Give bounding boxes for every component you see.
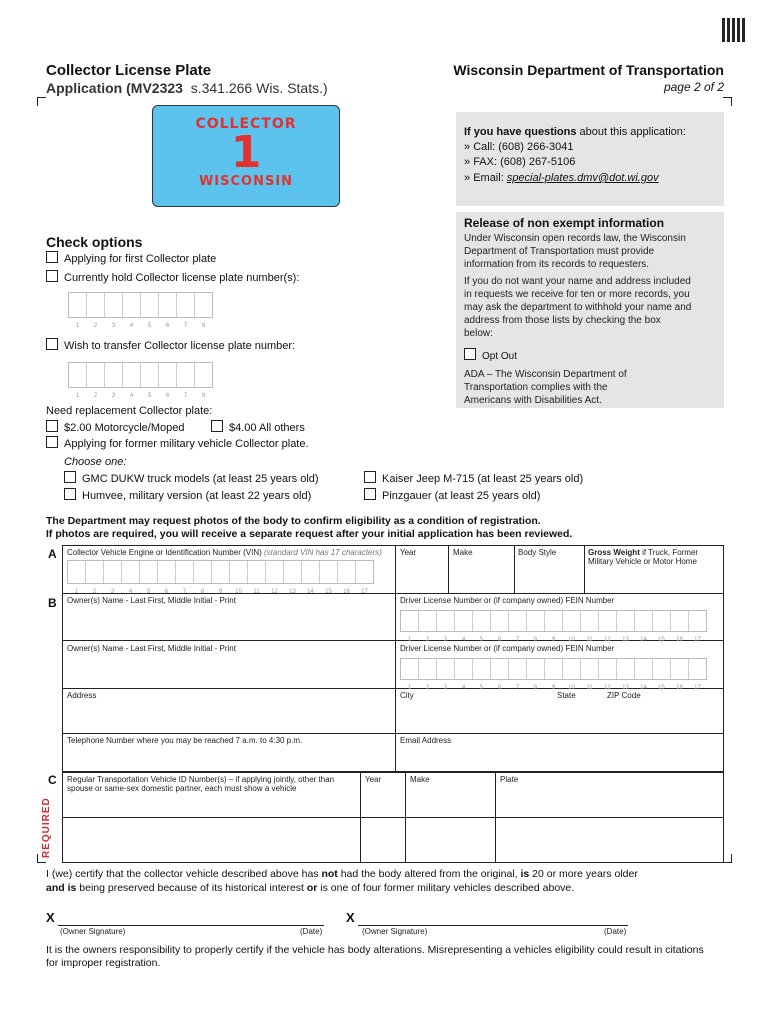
digit-index: 7 (515, 685, 520, 691)
digit-cell[interactable] (87, 363, 105, 399)
digit-cell[interactable] (68, 561, 86, 595)
current-plate-digits[interactable] (68, 292, 213, 329)
digit-cell[interactable] (159, 293, 177, 329)
owner-name-label-1: Owner(s) Name - Last First, Middle Initial - Print (67, 596, 236, 605)
digit-index: 5 (147, 393, 152, 399)
digit-cell[interactable] (320, 561, 338, 595)
digit-index: 4 (461, 637, 466, 643)
choose-one-label: Choose one: (64, 456, 127, 468)
digit-cell[interactable] (401, 659, 419, 691)
digit-cell[interactable] (401, 611, 419, 643)
digit-cell[interactable] (69, 293, 87, 329)
digit-index: 14 (640, 685, 647, 691)
digit-cell[interactable] (122, 561, 140, 595)
digit-cell[interactable] (527, 659, 545, 691)
digit-cell[interactable] (141, 363, 159, 399)
digit-cell[interactable] (671, 659, 689, 691)
digit-index: 17 (361, 589, 368, 595)
questions-email: » Email: special-plates.dmv@dot.wi.gov (464, 172, 659, 184)
option-all-others: $4.00 All others (211, 420, 305, 434)
reg-vehicle-label: Regular Transportation Vehicle ID Number(s) – if applying jointly, other than spouse or same-sex domestic partner, each must show a vehicle (67, 775, 335, 793)
digit-cell[interactable] (284, 561, 302, 595)
digit-index: 10 (235, 589, 242, 595)
questions-heading: If you have questions about this application: (464, 126, 686, 138)
email-link[interactable]: special-plates.dmv@dot.wi.gov (506, 172, 659, 184)
gross-weight-label: Gross Weight if Truck, Former Military Vehicle or Motor Home (588, 548, 699, 566)
digit-cell[interactable] (195, 363, 212, 399)
digit-index: 14 (307, 589, 314, 595)
digit-cell[interactable] (87, 293, 105, 329)
owner-signature-label-1: (Owner Signature) (60, 927, 126, 936)
plate-top-text: COLLECTOR (195, 116, 297, 132)
digit-index: 13 (622, 637, 629, 643)
collector-plate-image (152, 105, 340, 207)
digit-index: 6 (497, 685, 502, 691)
digit-index: 7 (183, 393, 188, 399)
digit-index: 11 (586, 685, 593, 691)
digit-index: 10 (568, 637, 575, 643)
make-label-c: Make (410, 775, 430, 784)
digit-cell[interactable] (86, 561, 104, 595)
digit-cell[interactable] (671, 611, 689, 643)
digit-index: 5 (146, 589, 151, 595)
option-pinzgauer: Pinzgauer (at least 25 years old) (364, 488, 540, 502)
digit-cell[interactable] (473, 659, 491, 691)
digit-index: 12 (604, 637, 611, 643)
release-heading: Release of non exempt information (464, 216, 665, 230)
digit-cell[interactable] (105, 293, 123, 329)
digit-index: 9 (551, 637, 556, 643)
digit-cell[interactable] (527, 611, 545, 643)
digit-index: 16 (343, 589, 350, 595)
digit-cell[interactable] (545, 659, 563, 691)
digit-cell[interactable] (473, 611, 491, 643)
gmc-checkbox[interactable] (64, 471, 76, 483)
form-title: Collector License Plate (46, 62, 212, 79)
digit-index: 13 (289, 589, 296, 595)
digit-index: 2 (425, 637, 430, 643)
signature-x-1: X (46, 910, 55, 925)
digit-index: 12 (604, 685, 611, 691)
zip-label: ZIP Code (607, 691, 641, 700)
digit-cell[interactable] (509, 659, 527, 691)
digit-cell[interactable] (419, 611, 437, 643)
digit-index: 8 (201, 323, 206, 329)
digit-index: 17 (694, 685, 701, 691)
first-plate-checkbox[interactable] (46, 251, 58, 263)
digit-index: 2 (93, 393, 98, 399)
signature-x-2: X (346, 910, 355, 925)
digit-cell[interactable] (141, 293, 159, 329)
digit-cell[interactable] (509, 611, 527, 643)
digit-cell[interactable] (491, 611, 509, 643)
owner-name-label-2: Owner(s) Name - Last First, Middle Initial - Print (67, 644, 236, 653)
digit-cell[interactable] (176, 561, 194, 595)
address-label: Address (67, 691, 97, 700)
digit-cell[interactable] (635, 611, 653, 643)
digit-cell[interactable] (230, 561, 248, 595)
digit-index: 15 (658, 685, 665, 691)
digit-cell[interactable] (599, 659, 617, 691)
digit-index: 8 (201, 393, 206, 399)
option-transfer-plate: Wish to transfer Collector license plate number: (46, 338, 295, 352)
department-name: Wisconsin Department of Transportation (453, 62, 724, 78)
digit-index: 9 (551, 685, 556, 691)
digit-cell[interactable] (177, 293, 195, 329)
opt-out-option: Opt Out (464, 348, 517, 362)
option-gmc: GMC DUKW truck models (at least 25 years old) (64, 471, 319, 485)
digit-cell[interactable] (338, 561, 356, 595)
questions-call: » Call: (608) 266-3041 (464, 141, 574, 153)
corner-mark (37, 97, 46, 106)
digit-cell[interactable] (437, 611, 455, 643)
digit-cell[interactable] (356, 561, 373, 595)
digit-cell[interactable] (140, 561, 158, 595)
digit-cell[interactable] (653, 611, 671, 643)
digit-cell[interactable] (158, 561, 176, 595)
digit-index: 7 (182, 589, 187, 595)
digit-cell[interactable] (581, 659, 599, 691)
transfer-plate-digits[interactable] (68, 362, 213, 399)
photos-notice-1: The Department may request photos of the body to confirm eligibility as a condition of registration. (46, 515, 541, 527)
digit-index: 15 (658, 637, 665, 643)
corner-mark (723, 97, 732, 106)
app-prefix: Application ( (46, 80, 131, 96)
section-c-letter: C (48, 773, 57, 787)
digit-cell[interactable] (302, 561, 320, 595)
plate-number: 1 (230, 127, 262, 178)
release-p2: If you do not want your name and address included in requests we receive for ten or more records, you may ask the department to withhold your name and address from those lists by checking the box below: (464, 276, 692, 339)
digit-cell[interactable] (653, 659, 671, 691)
option-first-plate: Applying for first Collector plate (46, 251, 216, 265)
digit-index: 8 (533, 637, 538, 643)
city-label: City (400, 691, 414, 700)
body-style-label: Body Style (518, 548, 557, 557)
digit-index: 8 (533, 685, 538, 691)
digit-cell[interactable] (195, 293, 212, 329)
digit-cell[interactable] (455, 611, 473, 643)
digit-cell[interactable] (123, 293, 141, 329)
digit-index: 1 (74, 589, 79, 595)
release-p1: Under Wisconsin open records law, the Wisconsin Department of Transportation must provide information from its records to requesters. (464, 233, 686, 270)
photos-notice-2: If photos are required, you will receive a separate request after your initial application has been reviewed. (46, 528, 573, 540)
digit-cell[interactable] (419, 659, 437, 691)
statute: s.341.266 Wis. Stats.) (190, 80, 328, 96)
corner-mark (723, 854, 732, 863)
state-label: State (557, 691, 576, 700)
signature-line-2[interactable] (358, 925, 628, 926)
section-a-letter: A (48, 547, 57, 561)
option-kaiser: Kaiser Jeep M-715 (at least 25 years old) (364, 471, 583, 485)
form-subtitle (46, 80, 328, 96)
form-number: MV2323 (130, 80, 183, 96)
email-label: Email Address (400, 736, 452, 745)
digit-index: 6 (164, 589, 169, 595)
digit-cell[interactable] (69, 363, 87, 399)
digit-cell[interactable] (105, 363, 123, 399)
digit-index: 11 (586, 637, 593, 643)
dl-label-2: Driver License Number or (if company owned) FEIN Number (400, 644, 615, 653)
digit-cell[interactable] (491, 659, 509, 691)
digit-cell[interactable] (617, 611, 635, 643)
digit-index: 14 (640, 637, 647, 643)
qr-code-icon (722, 18, 746, 42)
signature-line-1[interactable] (58, 925, 324, 926)
digit-index: 3 (110, 589, 115, 595)
digit-index: 6 (497, 637, 502, 643)
digit-index: 4 (129, 323, 134, 329)
digit-index: 16 (676, 637, 683, 643)
digit-cell[interactable] (635, 659, 653, 691)
digit-index: 13 (622, 685, 629, 691)
footer-note: It is the owners responsibility to properly certify if the vehicle has body alterations. Misrepresenting a vehicles eligibility could result in citations for improper registration. (46, 944, 704, 969)
plate-label-c: Plate (500, 775, 519, 784)
digit-cell[interactable] (212, 561, 230, 595)
all-others-checkbox[interactable] (211, 420, 223, 432)
pinzgauer-checkbox[interactable] (364, 488, 376, 500)
questions-panel (456, 112, 724, 206)
digit-cell[interactable] (437, 659, 455, 691)
digit-index: 11 (253, 589, 260, 595)
digit-index: 5 (147, 323, 152, 329)
digit-index: 3 (111, 323, 116, 329)
humvee-checkbox[interactable] (64, 488, 76, 500)
page-number: page 2 of 2 (663, 80, 724, 94)
dl-digits-1[interactable] (400, 610, 707, 643)
digit-cell[interactable] (689, 659, 706, 691)
digit-cell[interactable] (617, 659, 635, 691)
digit-cell[interactable] (599, 611, 617, 643)
certification-text: I (we) certify that the collector vehicle described above has not had the body altered from the original, is 20 or more years older and is being preserved because of its historical interest or is one of four former military vehicles described above. (46, 868, 638, 894)
digit-cell[interactable] (123, 363, 141, 399)
digit-index: 4 (128, 589, 133, 595)
year-label-c: Year (365, 775, 382, 784)
digit-index: 4 (461, 685, 466, 691)
phone-label: Telephone Number where you may be reached 7 a.m. to 4:30 p.m. (67, 736, 303, 745)
digit-index: 2 (425, 685, 430, 691)
military-checkbox[interactable] (46, 436, 58, 448)
digit-cell[interactable] (455, 659, 473, 691)
digit-index: 10 (568, 685, 575, 691)
dl-label-1: Driver License Number or (if company owned) FEIN Number (400, 596, 615, 605)
digit-cell[interactable] (689, 611, 706, 643)
current-plate-checkbox[interactable] (46, 270, 58, 282)
digit-index: 16 (676, 685, 683, 691)
digit-index: 4 (129, 393, 134, 399)
digit-cell[interactable] (581, 611, 599, 643)
digit-index: 1 (75, 393, 80, 399)
digit-index: 9 (218, 589, 223, 595)
digit-index: 6 (165, 393, 170, 399)
digit-index: 2 (93, 323, 98, 329)
dl-digits-2[interactable] (400, 658, 707, 691)
ada-notice: ADA – The Wisconsin Department of Transportation complies with the Americans with Disabilities Act. (464, 369, 627, 406)
digit-index: 3 (443, 637, 448, 643)
kaiser-checkbox[interactable] (364, 471, 376, 483)
digit-index: 7 (515, 637, 520, 643)
digit-index: 8 (200, 589, 205, 595)
year-label-a: Year (400, 548, 417, 557)
digit-index: 1 (75, 323, 80, 329)
required-label: REQUIRED (41, 797, 52, 858)
transfer-checkbox[interactable] (46, 338, 58, 350)
digit-cell[interactable] (563, 611, 581, 643)
digit-cell[interactable] (545, 611, 563, 643)
replacement-label: Need replacement Collector plate: (46, 405, 213, 417)
digit-cell[interactable] (248, 561, 266, 595)
release-panel (456, 212, 724, 408)
digit-cell[interactable] (159, 363, 177, 399)
digit-index: 5 (479, 685, 484, 691)
make-label-a: Make (453, 548, 473, 557)
digit-cell[interactable] (563, 659, 581, 691)
digit-index: 2 (92, 589, 97, 595)
section-b-letter: B (48, 596, 57, 610)
questions-fax: » FAX: (608) 267-5106 (464, 156, 576, 168)
option-military: Applying for former military vehicle Collector plate. (46, 436, 309, 450)
digit-cell[interactable] (104, 561, 122, 595)
plate-bottom-text: WISCONSIN (198, 174, 294, 189)
digit-cell[interactable] (194, 561, 212, 595)
date-label-2: (Date) (604, 927, 627, 936)
vin-digits[interactable] (67, 560, 374, 595)
digit-index: 3 (111, 393, 116, 399)
option-motorcycle: $2.00 Motorcycle/Moped (46, 420, 184, 434)
digit-index: 7 (183, 323, 188, 329)
digit-cell[interactable] (266, 561, 284, 595)
opt-out-checkbox[interactable] (464, 348, 476, 360)
digit-index: 1 (407, 637, 412, 643)
digit-index: 3 (443, 685, 448, 691)
vin-label: Collector Vehicle Engine or Identification Number (VIN) (standard VIN has 17 characters) (67, 548, 382, 557)
digit-cell[interactable] (177, 363, 195, 399)
option-current-plate: Currently hold Collector license plate number(s): (46, 270, 299, 284)
owner-signature-label-2: (Owner Signature) (362, 927, 428, 936)
option-humvee: Humvee, military version (at least 22 years old) (64, 488, 311, 502)
digit-index: 5 (479, 637, 484, 643)
date-label-1: (Date) (300, 927, 323, 936)
motorcycle-checkbox[interactable] (46, 420, 58, 432)
digit-index: 15 (325, 589, 332, 595)
digit-index: 6 (165, 323, 170, 329)
digit-index: 1 (407, 685, 412, 691)
digit-index: 12 (271, 589, 278, 595)
digit-index: 17 (694, 637, 701, 643)
check-options-heading: Check options (46, 234, 143, 250)
